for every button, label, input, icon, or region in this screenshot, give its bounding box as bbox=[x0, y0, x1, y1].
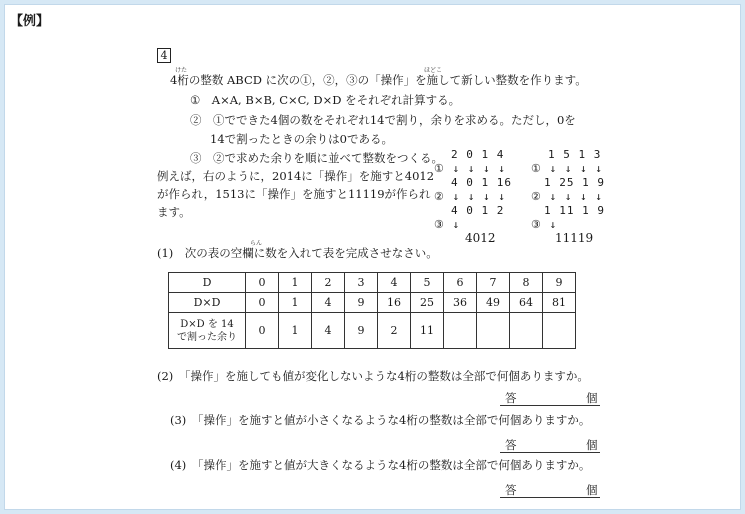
ruby-hodoko: ほどこ bbox=[424, 67, 443, 74]
table-cell: 4 bbox=[378, 273, 411, 293]
table-cell: 0 bbox=[246, 313, 279, 349]
ruby-ran: らん bbox=[250, 240, 263, 247]
table-cell: 5 bbox=[411, 273, 444, 293]
step-1: ① A×A, B×B, C×C, D×D をそれぞれ計算する。 bbox=[190, 93, 461, 107]
table-cell: 1 bbox=[279, 313, 312, 349]
question-4: (4) 「操作」を施すと値が大きくなるような4桁の整数は全部で何個ありますか。 bbox=[170, 458, 591, 472]
table-cell: 0 bbox=[246, 293, 279, 313]
blank-cell[interactable] bbox=[444, 313, 477, 349]
table-cell: 9 bbox=[345, 313, 378, 349]
table-cell: 6 bbox=[444, 273, 477, 293]
problem-number-box: 4 bbox=[157, 48, 171, 63]
answer-label: 答 bbox=[505, 391, 517, 405]
intro-text: 4桁の整数 ABCD に次の①，②，③の「操作」を施して新しい整数を作ります。 bbox=[170, 73, 587, 87]
blank-cell[interactable] bbox=[477, 313, 510, 349]
table-cell: 0 bbox=[246, 273, 279, 293]
diagram-a-row2: ① ↓ ↓ ↓ ↓ bbox=[434, 162, 506, 175]
question-3: (3) 「操作」を施すと値が小さくなるような4桁の整数は全部で何個ありますか。 bbox=[170, 413, 591, 427]
row-label-mod bbox=[169, 313, 246, 349]
table-cell: 1 bbox=[279, 273, 312, 293]
row-label-mod-line1: D×D を 14 bbox=[180, 318, 234, 330]
blank-cell[interactable] bbox=[543, 313, 576, 349]
diagram-b-result: 11119 bbox=[555, 231, 594, 245]
row-label-d: D bbox=[169, 273, 246, 293]
table-row-mod bbox=[169, 313, 576, 349]
table-cell: 1 bbox=[279, 293, 312, 313]
table-cell: 9 bbox=[345, 293, 378, 313]
table-cell: 8 bbox=[510, 273, 543, 293]
question-1: (1) 次の表の空欄に数を入れて表を完成させなさい。 bbox=[157, 246, 438, 260]
table-cell: 36 bbox=[444, 293, 477, 313]
row-label-dd: D×D bbox=[169, 293, 246, 313]
diagram-b-row3: 1 25 1 9 bbox=[544, 176, 605, 189]
example-line-2: が作られ，1513に「操作」を施すと11119が作られ bbox=[157, 187, 431, 201]
answer-label: 答 bbox=[505, 483, 517, 497]
diagram-a-row4: ② ↓ ↓ ↓ ↓ bbox=[434, 190, 506, 203]
diagram-b-row5: 1 11 1 9 bbox=[544, 204, 605, 217]
table-row-dd bbox=[169, 293, 576, 313]
answer-underline bbox=[500, 452, 600, 453]
answer-label: 答 bbox=[505, 438, 517, 452]
table-cell: 81 bbox=[543, 293, 576, 313]
answer-unit: 個 bbox=[586, 391, 598, 405]
answer-underline bbox=[500, 497, 600, 498]
step-3: ③ ②で求めた余りを順に並べて整数をつくる。 bbox=[190, 151, 443, 165]
step-2: ② ①でできた4個の数をそれぞれ14で割り，余りを求める。ただし，0を bbox=[190, 113, 576, 127]
table-cell: 2 bbox=[378, 313, 411, 349]
diagram-a-row5: 4 0 1 2 bbox=[451, 204, 505, 217]
table-cell: 4 bbox=[312, 293, 345, 313]
example-tag: 【例】 bbox=[10, 14, 50, 29]
table-cell: 25 bbox=[411, 293, 444, 313]
table-cell: 11 bbox=[411, 313, 444, 349]
table-cell: 9 bbox=[543, 273, 576, 293]
example-line-3: ます。 bbox=[157, 205, 191, 219]
diagram-b-row4: ② ↓ ↓ ↓ ↓ bbox=[531, 190, 603, 203]
diagram-a-row3: 4 0 1 16 bbox=[451, 176, 512, 189]
diagram-b-row6: ③ ↓ bbox=[531, 218, 558, 231]
table-cell: 16 bbox=[378, 293, 411, 313]
ruby-keta: けた bbox=[175, 67, 188, 74]
step-2-cont: 14で割ったときの余りは0である。 bbox=[210, 132, 393, 146]
square-remainder-table bbox=[168, 272, 576, 349]
row-label-mod-line2: で割った余り bbox=[177, 331, 237, 343]
diagram-b-row1: 1 5 1 3 bbox=[548, 148, 602, 161]
diagram-a-row6: ③ ↓ bbox=[434, 218, 461, 231]
table-cell: 4 bbox=[312, 313, 345, 349]
table-cell: 2 bbox=[312, 273, 345, 293]
answer-underline bbox=[500, 405, 600, 406]
answer-unit: 個 bbox=[586, 483, 598, 497]
table-cell: 49 bbox=[477, 293, 510, 313]
answer-unit: 個 bbox=[586, 438, 598, 452]
diagram-a-result: 4012 bbox=[465, 231, 496, 245]
blank-cell[interactable] bbox=[510, 313, 543, 349]
table-cell: 7 bbox=[477, 273, 510, 293]
diagram-a-row1: 2 0 1 4 bbox=[451, 148, 505, 161]
table-row-d bbox=[169, 273, 576, 293]
table-cell: 3 bbox=[345, 273, 378, 293]
question-2: (2) 「操作」を施しても値が変化しないような4桁の整数は全部で何個ありますか。 bbox=[157, 369, 589, 383]
diagram-b-row2: ① ↓ ↓ ↓ ↓ bbox=[531, 162, 603, 175]
table-cell: 64 bbox=[510, 293, 543, 313]
example-line-1: 例えば，右のように，2014に「操作」を施すと4012 bbox=[157, 169, 435, 183]
